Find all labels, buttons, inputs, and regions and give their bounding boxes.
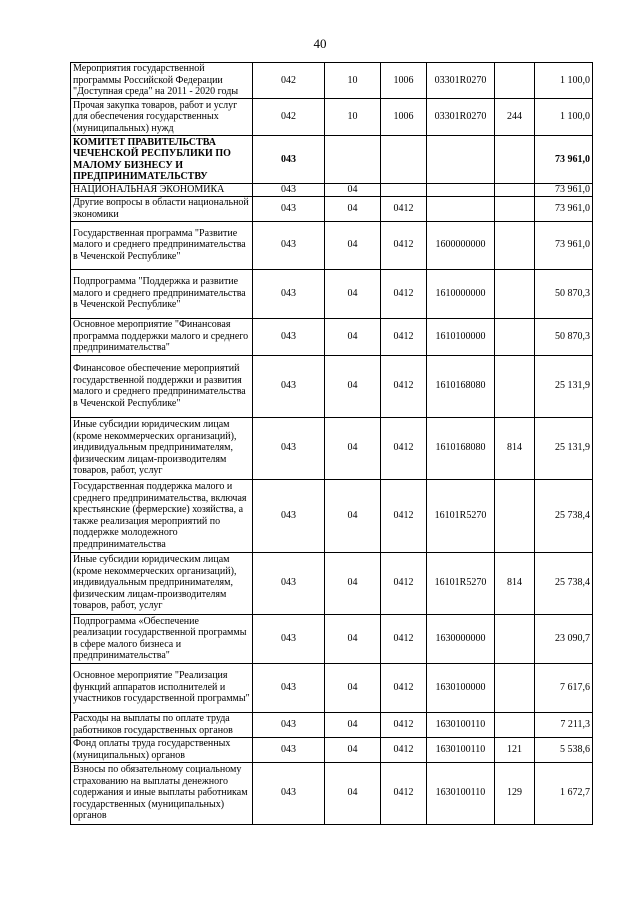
cell-subsection-code: 0412 [381,663,427,712]
table-row [71,552,593,614]
cell-expense-type [495,221,535,269]
cell-amount: 73 961,0 [535,221,593,269]
cell-name: Прочая закупка товаров, работ и услуг для обеспечения государственных (муниципальных) нужд [71,99,253,136]
table-row [71,221,593,269]
table-body [71,63,593,825]
cell-expense-type [495,712,535,737]
cell-expense-type [495,136,535,184]
cell-target-article [427,196,495,221]
cell-section-code: 04 [325,221,381,269]
cell-amount: 5 538,6 [535,737,593,762]
cell-amount: 73 961,0 [535,196,593,221]
cell-subsection-code: 0412 [381,196,427,221]
cell-name: Подпрограмма «Обеспечение реализации государственной программы в сфере малого бизнеса и предпринимательства" [71,614,253,663]
cell-amount: 7 211,3 [535,712,593,737]
table-row [71,479,593,552]
cell-section-code: 04 [325,712,381,737]
cell-section-code: 10 [325,63,381,99]
table-row [71,99,593,136]
cell-name: НАЦИОНАЛЬНАЯ ЭКОНОМИКА [71,184,253,197]
cell-target-article [427,136,495,184]
table-row [71,196,593,221]
cell-amount: 1 100,0 [535,63,593,99]
cell-amount: 73 961,0 [535,136,593,184]
cell-target-article: 1600000000 [427,221,495,269]
cell-subsection-code: 0412 [381,318,427,355]
cell-target-article: 1630100110 [427,737,495,762]
cell-subsection-code: 0412 [381,552,427,614]
cell-name: Мероприятия государственной программы Российской Федерации "Доступная среда" на 2011 - 2020 годы [71,63,253,99]
cell-target-article: 1610000000 [427,269,495,318]
table-row [71,318,593,355]
cell-ved-code: 043 [253,221,325,269]
table-row [71,663,593,712]
cell-ved-code: 043 [253,417,325,479]
cell-name: Расходы на выплаты по оплате труда работников государственных органов [71,712,253,737]
cell-name: Основное мероприятие "Финансовая программа поддержки малого и среднего предпринимательства" [71,318,253,355]
cell-ved-code: 043 [253,196,325,221]
cell-ved-code: 043 [253,136,325,184]
cell-subsection-code: 0412 [381,614,427,663]
table-row [71,136,593,184]
cell-target-article: 1610168080 [427,417,495,479]
cell-ved-code: 043 [253,762,325,824]
table-row [71,184,593,197]
cell-section-code: 04 [325,737,381,762]
cell-expense-type: 129 [495,762,535,824]
cell-subsection-code: 0412 [381,737,427,762]
cell-expense-type [495,614,535,663]
cell-target-article: 16101R5270 [427,479,495,552]
cell-expense-type [495,318,535,355]
cell-ved-code: 042 [253,99,325,136]
table-row [71,355,593,417]
cell-name: Иные субсидии юридическим лицам (кроме некоммерческих организаций), индивидуальным предпринимателям, физическим лицам-производителям товаров, работ, услуг [71,552,253,614]
cell-section-code: 04 [325,479,381,552]
cell-name: Финансовое обеспечение мероприятий государственной поддержки и развития малого и среднего предпринимательства в Чеченской Республике" [71,355,253,417]
cell-amount: 1 672,7 [535,762,593,824]
cell-amount: 23 090,7 [535,614,593,663]
cell-subsection-code: 0412 [381,417,427,479]
cell-amount: 50 870,3 [535,269,593,318]
cell-ved-code: 043 [253,269,325,318]
cell-target-article: 1630000000 [427,614,495,663]
cell-target-article [427,184,495,197]
cell-name: Другие вопросы в области национальной экономики [71,196,253,221]
cell-ved-code: 043 [253,712,325,737]
cell-section-code: 04 [325,614,381,663]
cell-subsection-code: 0412 [381,269,427,318]
cell-target-article: 03301R0270 [427,63,495,99]
cell-subsection-code [381,184,427,197]
cell-name: Иные субсидии юридическим лицам (кроме некоммерческих организаций), индивидуальным предпринимателям, физическим лицам-производителям товаров, работ, услуг [71,417,253,479]
table-row [71,712,593,737]
cell-section-code [325,136,381,184]
cell-expense-type [495,184,535,197]
table-row [71,737,593,762]
cell-expense-type: 814 [495,417,535,479]
cell-ved-code: 043 [253,737,325,762]
cell-subsection-code: 0412 [381,355,427,417]
cell-ved-code: 043 [253,614,325,663]
cell-amount: 73 961,0 [535,184,593,197]
cell-subsection-code [381,136,427,184]
cell-amount: 1 100,0 [535,99,593,136]
cell-name: Государственная программа "Развитие малого и среднего предпринимательства в Чеченской Республике" [71,221,253,269]
cell-ved-code: 043 [253,355,325,417]
cell-ved-code: 043 [253,663,325,712]
cell-name: КОМИТЕТ ПРАВИТЕЛЬСТВА ЧЕЧЕНСКОЙ РЕСПУБЛИКИ ПО МАЛОМУ БИЗНЕСУ И ПРЕДПРИНИМАТЕЛЬСТВУ [71,136,253,184]
cell-target-article: 1630100000 [427,663,495,712]
cell-section-code: 04 [325,355,381,417]
cell-target-article: 03301R0270 [427,99,495,136]
cell-section-code: 04 [325,552,381,614]
cell-target-article: 1630100110 [427,762,495,824]
cell-target-article: 16101R5270 [427,552,495,614]
cell-section-code: 04 [325,184,381,197]
table-row [71,417,593,479]
table-row [71,614,593,663]
cell-subsection-code: 0412 [381,221,427,269]
cell-name: Основное мероприятие "Реализация функций аппаратов исполнителей и участников государственной программы" [71,663,253,712]
cell-amount: 25 738,4 [535,479,593,552]
cell-section-code: 10 [325,99,381,136]
cell-section-code: 04 [325,417,381,479]
budget-table [70,62,593,825]
cell-name: Взносы по обязательному социальному страхованию на выплаты денежного содержания и иные выплаты работникам государственных (муниципальных) органов [71,762,253,824]
cell-target-article: 1610100000 [427,318,495,355]
cell-ved-code: 043 [253,184,325,197]
cell-expense-type: 121 [495,737,535,762]
table-row [71,762,593,824]
cell-amount: 25 738,4 [535,552,593,614]
cell-section-code: 04 [325,762,381,824]
cell-expense-type: 814 [495,552,535,614]
cell-subsection-code: 1006 [381,99,427,136]
cell-section-code: 04 [325,269,381,318]
cell-target-article: 1630100110 [427,712,495,737]
cell-amount: 50 870,3 [535,318,593,355]
cell-expense-type [495,479,535,552]
cell-amount: 7 617,6 [535,663,593,712]
cell-subsection-code: 0412 [381,712,427,737]
page-number: 40 [313,36,327,51]
cell-expense-type: 244 [495,99,535,136]
cell-amount: 25 131,9 [535,417,593,479]
cell-section-code: 04 [325,663,381,712]
cell-amount: 25 131,9 [535,355,593,417]
cell-subsection-code: 1006 [381,63,427,99]
cell-ved-code: 043 [253,479,325,552]
cell-target-article: 1610168080 [427,355,495,417]
cell-expense-type [495,663,535,712]
cell-expense-type [495,269,535,318]
cell-subsection-code: 0412 [381,762,427,824]
cell-expense-type [495,63,535,99]
cell-name: Государственная поддержка малого и среднего предпринимательства, включая крестьянские (фермерские) хозяйства, а также реализация мероприятий по поддержке молодежного предпринимательства [71,479,253,552]
table-row [71,269,593,318]
cell-expense-type [495,196,535,221]
cell-subsection-code: 0412 [381,479,427,552]
table-row [71,63,593,99]
cell-ved-code: 043 [253,552,325,614]
cell-ved-code: 043 [253,318,325,355]
cell-section-code: 04 [325,318,381,355]
cell-name: Подпрограмма "Поддержка и развитие малого и среднего предпринимательства в Чеченской Республике" [71,269,253,318]
cell-section-code: 04 [325,196,381,221]
cell-name: Фонд оплаты труда государственных (муниципальных) органов [71,737,253,762]
cell-ved-code: 042 [253,63,325,99]
cell-expense-type [495,355,535,417]
